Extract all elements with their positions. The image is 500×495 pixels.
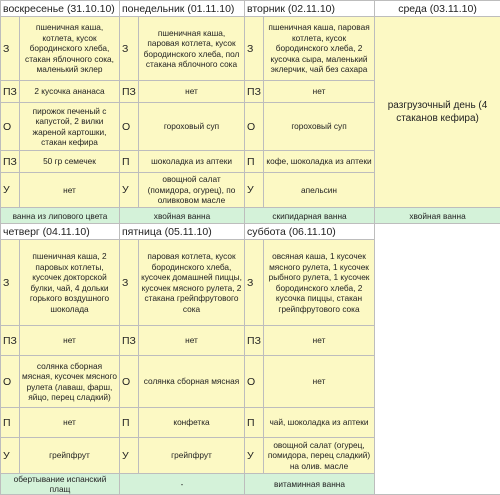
meal-item: солянка сборная мясная, кусочек мясного рулета (лаваш, фарш, яйцо, перец сладкий) (20, 356, 120, 408)
meal-code: ПЗ (1, 81, 20, 103)
meal-code: О (1, 356, 20, 408)
meal-item: пирожок печеный с капустой, 2 вилки жареной картошки, стакан кефира (20, 103, 120, 151)
bath-cell: скипидарная ванна (245, 208, 375, 224)
meal-code: О (245, 103, 264, 151)
fasting-day-cell: разгрузочный день (4 стаканов кефира) (375, 17, 500, 208)
meal-item: нет (20, 408, 120, 438)
meal-code: ПЗ (120, 326, 139, 356)
day-header-saturday: суббота (06.11.10) (245, 224, 375, 240)
bath-cell: ванна из липового цвета (1, 208, 120, 224)
meal-item: нет (139, 326, 245, 356)
meal-item: конфетка (139, 408, 245, 438)
meal-code: У (120, 173, 139, 208)
meal-item: пшеничная каша, паровая котлета, кусок бородинского хлеба, пол стакана яблочного сока (139, 17, 245, 81)
meal-code: З (1, 17, 20, 81)
meal-code: П (245, 408, 264, 438)
meal-code: П (245, 151, 264, 173)
meal-code: О (120, 103, 139, 151)
day-header-friday: пятница (05.11.10) (120, 224, 245, 240)
bath-cell: хвойная ванна (120, 208, 245, 224)
meal-item: нет (20, 326, 120, 356)
meal-code: П (120, 151, 139, 173)
meal-item: грейпфрут (20, 438, 120, 474)
meal-item: солянка сборная мясная (139, 356, 245, 408)
meal-code: О (1, 103, 20, 151)
meal-item: нет (20, 173, 120, 208)
meal-item: шоколадка из аптеки (139, 151, 245, 173)
meal-code: ПЗ (120, 81, 139, 103)
meal-item: 50 гр семечек (20, 151, 120, 173)
meal-code: У (1, 438, 20, 474)
day-header-sunday: воскресенье (31.10.10) (1, 1, 120, 17)
meal-code: П (120, 408, 139, 438)
meal-item: овощной салат (огурец, помидора, перец сладкий) на олив. масле (264, 438, 375, 474)
meal-code: О (245, 356, 264, 408)
meal-code: О (120, 356, 139, 408)
meal-item: 2 кусочка ананаса (20, 81, 120, 103)
meal-code: П (1, 408, 20, 438)
meal-item: кофе, шоколадка из аптеки (264, 151, 375, 173)
bath-cell: витаминная ванна (245, 474, 375, 495)
bath-cell: хвойная ванна (375, 208, 500, 224)
meal-code: ПЗ (245, 326, 264, 356)
meal-code: З (245, 17, 264, 81)
meal-item: чай, шоколадка из аптеки (264, 408, 375, 438)
meal-code: З (120, 17, 139, 81)
meal-code: ПЗ (1, 326, 20, 356)
meal-code: У (1, 173, 20, 208)
meal-item: пшеничная каша, паровая котлета, кусок бородинского хлеба, 2 кусочка сыра, маленький эклерчик, чай без сахара (264, 17, 375, 81)
meal-code: З (1, 240, 20, 326)
bath-cell: обертывание испанский плащ (1, 474, 120, 495)
day-header-monday: понедельник (01.11.10) (120, 1, 245, 17)
bath-cell: - (120, 474, 245, 495)
meal-code: У (245, 438, 264, 474)
meal-item: нет (264, 356, 375, 408)
meal-item: овощной салат (помидора, огурец), по оливковом масле (139, 173, 245, 208)
meal-code: ПЗ (245, 81, 264, 103)
meal-item: пшеничная каша, 2 паровых котлеты, кусочек докторской булки, чай, 4 дольки горького воздушного шоколада (20, 240, 120, 326)
meal-item: грейпфрут (139, 438, 245, 474)
meal-item: паровая котлета, кусок бородинского хлеба, кусочек домашней пиццы, кусочек мясного рулета, 2 стакана грейпфрутового сока (139, 240, 245, 326)
day-header-wednesday: среда (03.11.10) (375, 1, 500, 17)
meal-code: ПЗ (1, 151, 20, 173)
empty-cell (375, 224, 500, 495)
meal-item: гороховый суп (264, 103, 375, 151)
meal-item: нет (264, 326, 375, 356)
day-header-tuesday: вторник (02.11.10) (245, 1, 375, 17)
meal-item: апельсин (264, 173, 375, 208)
meal-code: З (120, 240, 139, 326)
meal-item: нет (139, 81, 245, 103)
meal-item: овсяная каша, 1 кусочек мясного рулета, 1 кусочек рыбного рулета, 1 кусочек бородинского хлеба, 2 кусочка пиццы, стакан грейпфрутового сока (264, 240, 375, 326)
meal-item: гороховый суп (139, 103, 245, 151)
meal-item: нет (264, 81, 375, 103)
meal-code: У (120, 438, 139, 474)
day-header-thursday: четверг (04.11.10) (1, 224, 120, 240)
meal-code: З (245, 240, 264, 326)
meal-code: У (245, 173, 264, 208)
meal-item: пшеничная каша, котлета, кусок бородинского хлеба, стакан яблочного сока, маленький эклер (20, 17, 120, 81)
